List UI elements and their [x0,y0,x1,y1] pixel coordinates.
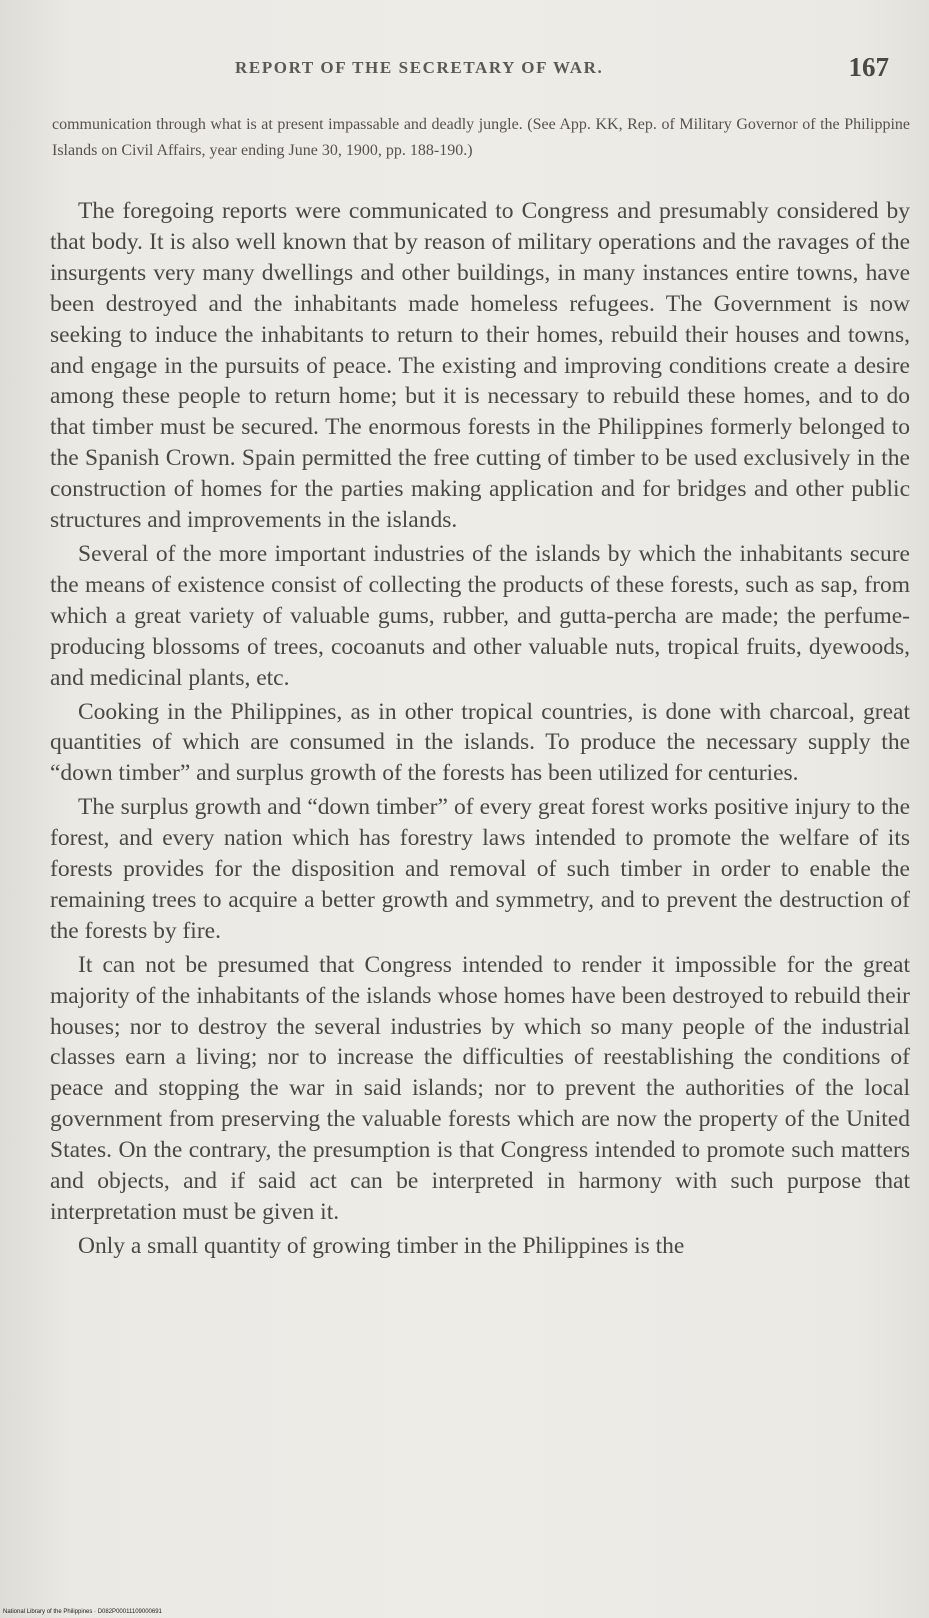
body-text [50,196,910,1265]
page-number: 167 [848,52,889,82]
scan-credit: National Library of the Philippines · D082P00011109000691 [3,1609,162,1615]
paragraph: The surplus growth and “down timber” of every great forest works positive injury to the forest, and every nation which has forestry laws intended to promote the welfare of its forests provides for the disposition and removal of such timber in order to enable the remaining trees to acquire a better growth and symmetry, and to prevent the destruction of the forests by fire. [50,794,910,944]
paragraph: Several of the more important industries of the islands by which the inhabitants secure the means of existence consist of collecting the products of these forests, such as sap, from which a great variety of valuable gums, rubber, and gutta-percha are made; the perfume-producing blossoms of trees, cocoanuts and other valuable nuts, tropical fruits, dyewoods, and medicinal plants, etc. [50,540,910,691]
paragraph: Only a small quantity of growing timber in the Philippines is the [78,1232,685,1259]
paragraph: It can not be presumed that Congress intended to render it impossible for the great majority of the inhabitants of the islands whose homes have been destroyed to rebuild their houses; nor to destroy the several industries by which so many people of the industrial classes earn a living; nor to increase the difficulties of reestablishing the conditions of peace and stopping the war in said islands; nor to prevent the authorities of the local government from preserving the valuable forests which are now the property of the United States. On the contrary, the presumption is that Congress intended to promote such matters and objects, and if said act can be interpreted in harmony with such purpose that interpretation must be given it. [50,951,910,1225]
paragraph: The foregoing reports were communicated to Congress and presumably considered by that body. It is also well known that by reason of military operations and the ravages of the insurgents very many dwellings and other buildings, in many instances entire towns, have been destroyed and the inhabitants made homeless refugees. The Government is now seeking to induce the inhabitants to return to their homes, rebuild their houses and towns, and engage in the pursuits of peace. The existing and improving conditions create a desire among these people to return home; but it is necessary to rebuild these homes, and to do that timber must be secured. The enormous forests in the Philippines formerly belonged to the Spanish Crown. Spain permitted the free cutting of timber to be used exclusively in the construction of homes for the parties making application and for bridges and other public structures and improvements in the islands. [50,198,910,534]
footnote-continuation: communication through what is at present impassable and deadly jungle. (See App. KK, Rep. of Military Governor of the Philippine Islands on Civil Affairs, year ending June 30, 1900, pp. 188-190.) [52,116,910,159]
running-title: REPORT OF THE SECRETARY OF WAR. [235,58,604,77]
paragraph: Cooking in the Philippines, as in other tropical countries, is done with charcoal, great quantities of which are consumed in the islands. To produce the necessary supply the “down timber” and surplus growth of the forests has been utilized for centuries. [50,698,910,787]
